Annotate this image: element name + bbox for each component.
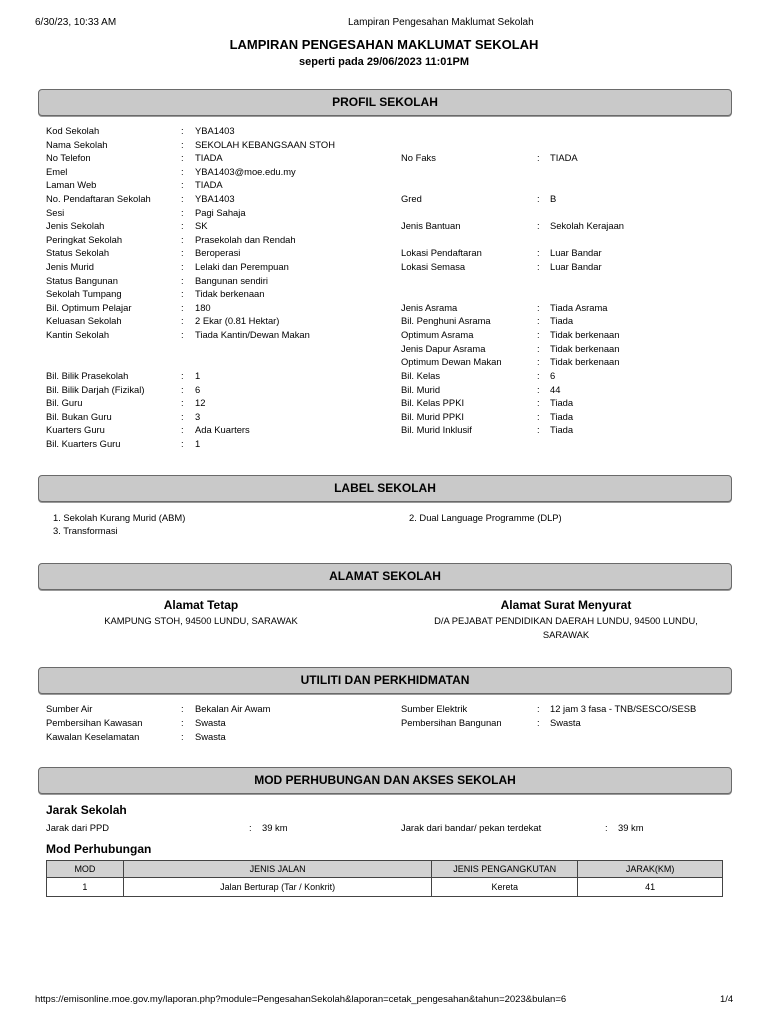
field-value: 3 [195, 410, 201, 422]
field-value: 6 [550, 370, 556, 381]
field-colon: : [181, 717, 184, 728]
field-value: 39 km [262, 822, 288, 833]
field-label: Bil. Murid Inklusif [401, 424, 472, 436]
field-colon: : [181, 206, 184, 218]
field-label: Jenis Dapur Asrama [401, 342, 486, 354]
field-label: Jenis Murid [46, 261, 94, 272]
field-label: Emel [46, 165, 68, 177]
field-value: 1 [195, 370, 201, 381]
field-label: Bil. Optimum Pelajar [46, 301, 132, 313]
alamat-surat-title: Alamat Surat Menyurat [500, 598, 632, 612]
field-colon: : [181, 193, 184, 204]
field-colon: : [537, 261, 540, 272]
field-colon: : [537, 703, 540, 714]
table-row [47, 878, 723, 897]
field-label: Bil. Kuarters Guru [46, 438, 121, 449]
field-colon: : [181, 703, 184, 714]
field-value: Luar Bandar [550, 261, 602, 272]
field-colon: : [181, 274, 184, 286]
column-header: MOD [47, 861, 124, 878]
field-colon: : [181, 247, 184, 259]
field-value: Sekolah Kerajaan [550, 220, 625, 232]
field-colon: : [537, 193, 540, 204]
field-label: Kawalan Keselamatan [46, 731, 140, 742]
field-label: Sekolah Tumpang [46, 288, 122, 300]
field-colon: : [181, 329, 184, 340]
field-value: Luar Bandar [550, 247, 602, 259]
field-colon: : [181, 731, 184, 742]
field-value: Ada Kuarters [195, 424, 250, 436]
field-colon: : [181, 125, 184, 136]
field-value: TIADA [195, 152, 223, 164]
field-label: Kantin Sekolah [46, 329, 110, 340]
field-label: Sumber Elektrik [401, 703, 468, 714]
field-colon: : [537, 301, 540, 313]
field-label: No Faks [401, 152, 436, 164]
footer-url[interactable]: https://emisonline.moe.gov.my/laporan.php?module=PengesahanSekolah&laporan=cetak_pengesahan&tahun=2023&bulan=6 [35, 994, 567, 1005]
field-label: Pembersihan Kawasan [46, 717, 143, 728]
page-number: 1/4 [720, 994, 734, 1005]
field-value: YBA1403 [195, 193, 235, 204]
field-value: Tidak berkenaan [195, 288, 265, 300]
alamat-surat-line1: D/A PEJABAT PENDIDIKAN DAERAH LUNDU, 94500 LUNDU, [434, 615, 698, 626]
field-label: Optimum Dewan Makan [401, 356, 502, 368]
page-subtitle: seperti pada 29/06/2023 11:01PM [299, 56, 469, 68]
field-label: Laman Web [46, 179, 97, 191]
field-value: B [550, 193, 557, 204]
table-cell: 41 [578, 878, 723, 897]
field-value: Tidak berkenaan [550, 356, 620, 368]
field-colon: : [537, 247, 540, 259]
page-title: LAMPIRAN PENGESAHAN MAKLUMAT SEKOLAH [229, 37, 539, 52]
field-value: 44 [550, 383, 561, 395]
field-colon: : [181, 424, 184, 436]
table-cell: Kereta [432, 878, 578, 897]
alamat-tetap-title: Alamat Tetap [163, 598, 239, 612]
table-cell: 1 [47, 878, 124, 897]
column-header: JARAK(KM) [578, 861, 723, 878]
field-label: Jarak dari PPD [46, 822, 110, 833]
field-colon: : [605, 822, 608, 833]
field-colon: : [537, 424, 540, 436]
field-colon: : [181, 165, 184, 177]
field-colon: : [181, 288, 184, 300]
alamat-tetap-value: KAMPUNG STOH, 94500 LUNDU, SARAWAK [104, 615, 298, 626]
mod-table [46, 860, 723, 897]
field-label: Peringkat Sekolah [46, 233, 123, 245]
field-label: Bil. Murid PPKI [401, 410, 465, 422]
field-value: Swasta [195, 731, 226, 742]
field-colon: : [537, 370, 540, 381]
label-item: 3. Transformasi [53, 525, 118, 536]
column-header: JENIS JALAN [123, 861, 431, 878]
field-colon: : [181, 438, 184, 449]
field-value: Tiada [550, 424, 574, 436]
field-label: Status Sekolah [46, 247, 110, 259]
field-value: TIADA [550, 152, 578, 164]
field-label: Bil. Bilik Darjah (Fizikal) [46, 383, 145, 395]
field-value: 39 km [618, 822, 644, 833]
field-value: Pagi Sahaja [195, 206, 246, 218]
section-utiliti: UTILITI DAN PERKHIDMATAN [38, 667, 732, 694]
field-label: Lokasi Pendaftaran [401, 247, 482, 259]
field-label: Jenis Bantuan [401, 220, 461, 232]
field-label: No. Pendaftaran Sekolah [46, 193, 151, 204]
field-colon: : [181, 383, 184, 395]
field-label: Keluasan Sekolah [46, 315, 122, 327]
field-value: Tiada [550, 410, 574, 422]
section-mod-perhubungan: MOD PERHUBUNGAN DAN AKSES SEKOLAH [38, 767, 732, 794]
jarak-heading: Jarak Sekolah [46, 803, 127, 817]
field-value: Swasta [195, 717, 226, 728]
mod-heading: Mod Perhubungan [46, 842, 152, 856]
field-value: YBA1403 [195, 125, 235, 136]
field-value: Tiada Kantin/Dewan Makan [195, 329, 310, 340]
field-label: Jarak dari bandar/ pekan terdekat [401, 822, 542, 833]
field-label: No Telefon [46, 152, 91, 164]
field-value: Swasta [550, 717, 581, 728]
field-value: Beroperasi [195, 247, 241, 259]
field-value: Lelaki dan Perempuan [195, 261, 289, 272]
field-value: 2 Ekar (0.81 Hektar) [195, 315, 280, 327]
field-label: Sumber Air [46, 703, 93, 714]
field-label: Bil. Bilik Prasekolah [46, 370, 129, 381]
table-header-row [47, 861, 723, 878]
field-label: Bil. Bukan Guru [46, 410, 112, 422]
field-value: Tidak berkenaan [550, 342, 620, 354]
print-datetime: 6/30/23, 10:33 AM [35, 17, 117, 28]
field-label: Bil. Kelas PPKI [401, 397, 465, 409]
field-label: Kod Sekolah [46, 125, 100, 136]
field-value: 1 [195, 438, 201, 449]
field-colon: : [249, 822, 252, 833]
field-label: Bil. Murid [401, 383, 441, 395]
field-label: Pembersihan Bangunan [401, 717, 502, 728]
field-colon: : [537, 383, 540, 395]
field-colon: : [537, 315, 540, 327]
field-value: Bangunan sendiri [195, 274, 268, 286]
field-value: 6 [195, 383, 201, 395]
field-colon: : [181, 179, 184, 191]
field-colon: : [181, 315, 184, 327]
field-label: Gred [401, 193, 422, 204]
field-colon: : [537, 342, 540, 354]
field-colon: : [181, 220, 184, 232]
section-profil-sekolah: PROFIL SEKOLAH [38, 89, 732, 116]
field-value: YBA1403@moe.edu.my [195, 165, 296, 177]
field-label: Kuarters Guru [46, 424, 105, 436]
field-colon: : [181, 233, 184, 245]
field-colon: : [181, 138, 184, 150]
label-item: 1. Sekolah Kurang Murid (ABM) [53, 512, 186, 523]
field-colon: : [181, 261, 184, 272]
field-colon: : [181, 370, 184, 381]
field-value: Tiada Asrama [550, 301, 608, 313]
alamat-surat-line2: SARAWAK [542, 629, 590, 640]
field-label: Nama Sekolah [46, 138, 108, 150]
field-value: SK [195, 220, 208, 232]
section-label-sekolah: LABEL SEKOLAH [38, 475, 732, 502]
section-alamat-sekolah: ALAMAT SEKOLAH [38, 563, 732, 590]
field-label: Bil. Kelas [401, 370, 441, 381]
field-colon: : [181, 397, 184, 409]
field-value: 180 [195, 301, 211, 313]
field-value: Tidak berkenaan [550, 329, 620, 340]
field-value: Tiada [550, 397, 574, 409]
column-header: JENIS PENGANGKUTAN [432, 861, 578, 878]
field-label: Bil. Penghuni Asrama [401, 315, 491, 327]
field-value: Bekalan Air Awam [195, 703, 271, 714]
field-value: TIADA [195, 179, 223, 191]
field-colon: : [181, 410, 184, 422]
field-colon: : [537, 717, 540, 728]
label-item: 2. Dual Language Programme (DLP) [409, 512, 562, 523]
document-header-title: Lampiran Pengesahan Maklumat Sekolah [348, 17, 534, 28]
field-label: Bil. Guru [46, 397, 83, 409]
field-label: Status Bangunan [46, 274, 118, 286]
field-colon: : [181, 152, 184, 164]
field-value: Prasekolah dan Rendah [195, 233, 296, 245]
table-cell: Jalan Berturap (Tar / Konkrit) [123, 878, 431, 897]
field-colon: : [537, 356, 540, 368]
field-colon: : [537, 410, 540, 422]
field-value: 12 jam 3 fasa - TNB/SESCO/SESB [550, 703, 697, 714]
field-label: Lokasi Semasa [401, 261, 466, 272]
field-value: Tiada [550, 315, 574, 327]
field-label: Sesi [46, 206, 65, 218]
field-colon: : [537, 329, 540, 340]
field-colon: : [537, 152, 540, 164]
field-colon: : [537, 220, 540, 232]
field-colon: : [181, 301, 184, 313]
field-value: SEKOLAH KEBANGSAAN STOH [195, 138, 335, 150]
field-label: Jenis Sekolah [46, 220, 105, 232]
field-value: 12 [195, 397, 206, 409]
field-label: Jenis Asrama [401, 301, 458, 313]
field-colon: : [537, 397, 540, 409]
field-label: Optimum Asrama [401, 329, 474, 340]
